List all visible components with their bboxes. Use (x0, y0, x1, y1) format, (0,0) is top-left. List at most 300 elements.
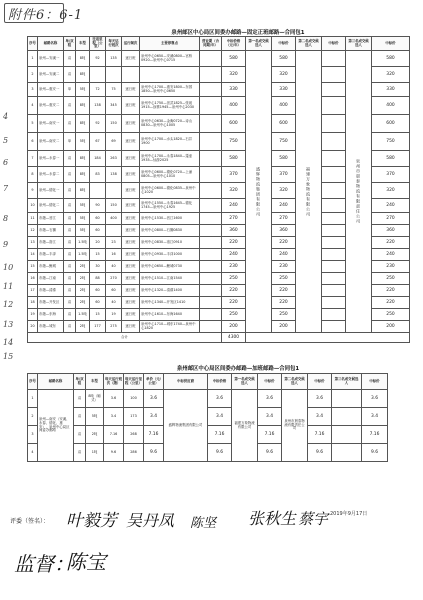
direction: 单 (64, 133, 76, 151)
second-bid (322, 97, 346, 115)
frequency: 逐日班 (122, 167, 140, 183)
direction: 双 (64, 321, 76, 333)
price: 400 (222, 97, 246, 115)
price: 250 (222, 273, 246, 285)
vehicle-type: 8吨 (76, 183, 90, 199)
second-bid (322, 151, 346, 167)
daily-trips: 345 (106, 97, 122, 115)
vehicle-type: 2吨 (76, 285, 90, 297)
supervisor-label: 监督： (14, 552, 74, 576)
margin-number: 10 (3, 263, 14, 272)
stops: 泉州中心0630—金淘0720—诗山0830—泉州中心1005 (140, 115, 200, 133)
annotation-tag: 附件6：6-1 (8, 8, 84, 23)
second-bid (322, 309, 346, 321)
winning-price: 7.16 (208, 426, 232, 444)
winning-price: 3.4 (208, 408, 232, 426)
mileage (90, 67, 106, 83)
table2-header-cell: 单价（元/公里） (144, 374, 164, 390)
total-label: 合计 (28, 333, 222, 343)
third-bid: 600 (372, 115, 410, 133)
row-number: 14 (28, 249, 38, 261)
frequency (122, 67, 140, 83)
vehicle-type: 2吨 (86, 426, 104, 444)
contract-term (200, 133, 222, 151)
vehicle-type: 8吨 (76, 151, 90, 167)
table1-header-cell: 中标价 (272, 37, 296, 51)
route-name: 市趟—东海 (38, 309, 64, 321)
first-candidate: 福建万象物流有限公司 (232, 390, 258, 462)
price: 220 (222, 297, 246, 309)
direction: 双 (64, 51, 76, 67)
third-bid: 320 (372, 67, 410, 83)
stops: 泉州中心1710—城东1740—泉州中心1820 (140, 321, 200, 333)
table1-header-cell: 中标价格（元/年） (222, 37, 246, 51)
direction: 双 (64, 225, 76, 237)
mileage: 88 (90, 273, 106, 285)
third-candidate (332, 390, 362, 408)
contract-term (200, 213, 222, 225)
total-value: 4300 (222, 333, 246, 343)
third-bid: 240 (372, 199, 410, 213)
second-bid (322, 261, 346, 273)
price: 270 (222, 213, 246, 225)
row-number: 5 (28, 115, 38, 133)
table2-header-cell: 中标价 (308, 374, 332, 390)
mileage: 60 (90, 213, 106, 225)
margin-number: 13 (3, 320, 14, 329)
daily-mileage: 268 (124, 426, 144, 444)
margin-number: 4 (3, 112, 9, 121)
daily-trips: 3.4 (104, 408, 124, 426)
third-bid: 580 (372, 151, 410, 167)
table2-header-cell: 每天运行里程（公里） (124, 374, 144, 390)
second-bid (322, 83, 346, 97)
stops: 泉州中心1700—永春1840—蓬壶1935—仙游2025 (140, 151, 200, 167)
table2-header-cell: 序号 (28, 374, 38, 390)
first-bid: 320 (272, 67, 296, 83)
row-number: 17 (28, 285, 38, 297)
daily-trips: 150 (106, 199, 122, 213)
route-name: 市趟—开发区 (38, 297, 64, 309)
margin-number: 9 (3, 240, 9, 249)
third-bid: 370 (372, 167, 410, 183)
third-bid: 9.6 (362, 444, 388, 462)
price: 320 (222, 67, 246, 83)
frequency: 逐日班 (122, 297, 140, 309)
table2-header-cell: 第三名成交候选人 (332, 374, 362, 390)
third-bid: 400 (372, 97, 410, 115)
row-number: 9 (28, 183, 38, 199)
contract-term (200, 309, 222, 321)
third-bid: 220 (372, 297, 410, 309)
contract-term (200, 285, 222, 297)
frequency: 逐日班 (122, 309, 140, 321)
stops: 泉州中心1700—惠安1800—东园1850—泉州中心0650 (140, 83, 200, 97)
frequency: 逐日班 (122, 83, 140, 97)
daily-trips: 138 (106, 167, 122, 183)
mileage: 15 (90, 309, 106, 321)
row-number: 1 (28, 51, 38, 67)
first-bid: 220 (272, 285, 296, 297)
frequency: 逐日班 (122, 237, 140, 249)
table1-header-cell: 第二名成交候选人 (296, 37, 322, 51)
reviewer-signature: 蔡宇 (298, 510, 329, 528)
reviewer-signature: 张秋生 (248, 509, 297, 528)
direction: 双 (64, 199, 76, 213)
price: 580 (222, 151, 246, 167)
row-number: 10 (28, 199, 38, 213)
third-bid: 240 (372, 249, 410, 261)
mileage: 60 (90, 285, 106, 297)
row-number: 2 (28, 67, 38, 83)
second-bid (322, 133, 346, 151)
daily-trips: 270 (106, 273, 122, 285)
daily-trips: 3.6 (104, 390, 124, 408)
unit-price: 3.6 (144, 390, 164, 408)
vehicle-type: 1.5吨 (76, 237, 90, 249)
route-name: 市趟—鲤城 (38, 261, 64, 273)
table2-title: 泉州邮区中心局区间委办邮路—加班邮路—合同包1 (176, 366, 300, 372)
vehicle-type: 5吨 (76, 199, 90, 213)
second-bid (322, 249, 346, 261)
row-number: 1 (28, 390, 38, 408)
mileage: 83 (90, 167, 106, 183)
margin-number: 12 (3, 300, 14, 309)
mileage: 67 (90, 133, 106, 151)
frequency: 逐日班 (122, 273, 140, 285)
price: 230 (222, 261, 246, 273)
frequency: 逐日班 (122, 115, 140, 133)
first-bid: 9.6 (258, 444, 282, 462)
third-candidate (332, 426, 362, 444)
table1-header-cell: 主要停靠点 (140, 37, 200, 51)
table1-header-cell: 每天运行班次 (106, 37, 122, 51)
table1-header-cell: 中标价 (372, 37, 410, 51)
stops: 泉州中心0650—安溪0800—官桥0920—泉州中心0715 (140, 51, 200, 67)
third-bid: 250 (372, 273, 410, 285)
daily-trips (106, 225, 122, 237)
row-number: 11 (28, 213, 38, 225)
daily-trips: 69 (106, 133, 122, 151)
margin-number: 11 (3, 282, 14, 291)
total-filler (246, 333, 410, 343)
table2-header-cell: 每天运行班次（趟） (104, 374, 124, 390)
sign-date: 2019年9月17日 (330, 511, 368, 517)
unit-price: 7.16 (144, 426, 164, 444)
second-bid (322, 199, 346, 213)
vehicle-type: 8吨 (76, 97, 90, 115)
daily-mileage: 173 (124, 408, 144, 426)
contract-term (200, 199, 222, 213)
frequency: 逐日班 (122, 183, 140, 199)
stops: 泉州中心1750—崇武1825—张坂1915—涂寨1945—泉州中心2030 (140, 97, 200, 115)
second-bid (322, 183, 346, 199)
table1-header-cell: 车型 (76, 37, 90, 51)
frequency: 逐日班 (122, 321, 140, 333)
frequency: 逐日班 (122, 285, 140, 297)
table2-header-cell: 第二名成交候选人 (282, 374, 308, 390)
mileage (90, 183, 106, 199)
route-name: 泉州—南安一 (38, 115, 64, 133)
first-bid: 330 (272, 83, 296, 97)
direction: 单 (64, 83, 76, 97)
table-row (28, 51, 410, 67)
second-bid (322, 237, 346, 249)
daily-trips: 275 (106, 321, 122, 333)
stops: 泉州中心0600—德化0835—泉州中心1020 (140, 183, 200, 199)
direction: 双 (64, 151, 76, 167)
reviewer-signature: 吴丹凤 (126, 511, 175, 530)
daily-trips: 263 (106, 151, 122, 167)
first-bid: 320 (272, 183, 296, 199)
third-bid: 250 (372, 309, 410, 321)
stops: 泉州中心0650—鲤城0730 (140, 261, 200, 273)
third-candidate (332, 408, 362, 426)
contract-term (200, 237, 222, 249)
direction: 双 (64, 285, 76, 297)
second-bid (322, 225, 346, 237)
table1-header-cell: 中标价 (322, 37, 346, 51)
price: 370 (222, 167, 246, 183)
second-candidate: 泉州市晨泰物流有限责任公司 (282, 390, 308, 462)
frequency: 逐日班 (122, 249, 140, 261)
direction: 双 (64, 213, 76, 225)
first-bid: 600 (272, 115, 296, 133)
frequency: 逐日班 (122, 225, 140, 237)
table-row (28, 444, 388, 462)
route-name: 泉州—安溪一 (38, 51, 64, 67)
row-number: 3 (28, 426, 38, 444)
direction: 双 (74, 444, 86, 462)
daily-trips: 135 (106, 51, 122, 67)
row-number: 4 (28, 97, 38, 115)
stops: 泉州中心1550—永春1645—德化1745—泉州中心1925 (140, 199, 200, 213)
stops: 泉州中心1530—晋江1600 (140, 213, 200, 225)
route-name: 泉州—惠安一 (38, 83, 64, 97)
table-row (28, 408, 388, 426)
daily-trips: 40 (106, 261, 122, 273)
vehicle-type: 8吨 (76, 167, 90, 183)
vehicle-type: 1.5吨 (76, 309, 90, 321)
contract-term (200, 321, 222, 333)
table1-header-cell: 第一名成交候选人 (246, 37, 272, 51)
stops: 泉州中心1610—东海1640 (140, 309, 200, 321)
direction: 双 (74, 390, 86, 408)
third-bid: 220 (372, 285, 410, 297)
third-candidate (332, 444, 362, 462)
contract-term (200, 51, 222, 67)
stops: 泉州中心0800—石狮0830 (140, 225, 200, 237)
mileage: 15 (90, 249, 106, 261)
stops: 泉州中心1510—江南1540 (140, 273, 200, 285)
frequency: 逐日班 (122, 199, 140, 213)
winning-price: 3.6 (208, 390, 232, 408)
total-row (28, 333, 410, 343)
third-bid: 330 (372, 83, 410, 97)
table1-header-cell: 营业期（合同期/年） (200, 37, 222, 51)
table1-header-cell: 邮路名称 (38, 37, 64, 51)
stops: 泉州中心1700—水头1820—石井1900 (140, 133, 200, 151)
margin-number: 7 (3, 184, 9, 193)
table2-header-cell: 单/双程 (74, 374, 86, 390)
third-bid: 580 (372, 51, 410, 67)
frequency: 逐日班 (122, 133, 140, 151)
daily-trips: 75 (106, 83, 122, 97)
row-number: 2 (28, 408, 38, 426)
route-name: 市趟—清濛 (38, 285, 64, 297)
stops: 泉州中心0600—德化0720—上涌0805—泉州中心1010 (140, 167, 200, 183)
second-bid: 3.4 (308, 408, 332, 426)
mileage: 90 (90, 199, 106, 213)
third-bid: 320 (372, 183, 410, 199)
frequency: 逐日班 (122, 97, 140, 115)
route-name: 泉州—惠安二 (38, 97, 64, 115)
direction: 双 (74, 426, 86, 444)
reviewers-label: 评委（签名）： (10, 518, 50, 525)
vehicle-type: 2吨 (76, 297, 90, 309)
table2-header-cell: 中标供应商 (164, 374, 208, 390)
vehicle-type: 2吨 (76, 261, 90, 273)
price: 320 (222, 183, 246, 199)
contract-term (200, 273, 222, 285)
vehicle-type: 2吨 (76, 273, 90, 285)
frequency: 逐日班 (122, 51, 140, 67)
table1-header-cell: 运行频次 (122, 37, 140, 51)
third-candidate: 泉州市晨泰物流有限责任公司 (346, 51, 372, 333)
third-bid: 750 (372, 133, 410, 151)
first-bid: 3.6 (258, 390, 282, 408)
route-name: 市趟—丰泽 (38, 249, 64, 261)
row-number: 8 (28, 167, 38, 183)
second-bid (322, 321, 346, 333)
table2-header-cell: 中标价 (362, 374, 388, 390)
direction: 双 (64, 167, 76, 183)
first-bid: 200 (272, 321, 296, 333)
third-bid: 270 (372, 213, 410, 225)
first-bid: 580 (272, 151, 296, 167)
first-bid: 3.4 (258, 408, 282, 426)
winning-price: 9.6 (208, 444, 232, 462)
contract-term (200, 249, 222, 261)
table1-header-cell: 第三名成交候选人 (346, 37, 372, 51)
daily-trips: 23 (106, 237, 122, 249)
stops: 泉州中心0930—丰泽1000 (140, 249, 200, 261)
frequency: 逐日班 (122, 151, 140, 167)
daily-trips: 9.6 (104, 444, 124, 462)
daily-trips: 60 (106, 285, 122, 297)
second-bid (322, 285, 346, 297)
vehicle-type: 5吨 (76, 83, 90, 97)
price: 220 (222, 285, 246, 297)
fixed-route-table (27, 36, 410, 343)
stops: 泉州中心0830—洛江0910 (140, 237, 200, 249)
price: 220 (222, 237, 246, 249)
price: 240 (222, 249, 246, 261)
second-bid (322, 51, 346, 67)
price: 580 (222, 51, 246, 67)
first-bid: 360 (272, 225, 296, 237)
daily-mileage: 286 (124, 444, 144, 462)
contract-term (200, 97, 222, 115)
table1-title: 泉州邮区中心局区间委办邮路—固定正班邮路—合同包1 (171, 30, 305, 36)
vehicle-type: 5吨 (76, 213, 90, 225)
route-name: 市趟—晋江 (38, 213, 64, 225)
vehicle-type: 8吨 (76, 51, 90, 67)
row-number: 15 (28, 261, 38, 273)
first-bid: 230 (272, 261, 296, 273)
table1-header-cell: 单/双程 (64, 37, 76, 51)
third-bid: 230 (372, 261, 410, 273)
table-row (28, 426, 388, 444)
first-bid: 220 (272, 237, 296, 249)
route-name: 泉州—永春一 (38, 151, 64, 167)
contract-term (200, 225, 222, 237)
row-number: 18 (28, 297, 38, 309)
reviewer-signature: 陈坚 (190, 516, 217, 531)
direction: 双 (64, 261, 76, 273)
table2-header-cell: 邮路名称 (38, 374, 74, 390)
daily-trips: 40 (106, 297, 122, 309)
route-name: 市趟—江南 (38, 273, 64, 285)
second-bid (322, 115, 346, 133)
margin-number: 8 (3, 214, 9, 223)
third-bid: 360 (372, 225, 410, 237)
third-bid: 220 (372, 237, 410, 249)
daily-trips: 16 (106, 249, 122, 261)
frequency: 逐日班 (122, 261, 140, 273)
margin-number: 15 (3, 352, 14, 361)
contract-term (200, 115, 222, 133)
mileage: 60 (90, 297, 106, 309)
third-bid: 3.6 (362, 390, 388, 408)
first-bid: 250 (272, 309, 296, 321)
contract-term (200, 83, 222, 97)
table2-header-cell: 第一名成交候选人 (232, 374, 258, 390)
route-name: 市趟—石狮 (38, 225, 64, 237)
second-bid: 7.16 (308, 426, 332, 444)
row-number: 7 (28, 151, 38, 167)
mileage: 177 (90, 321, 106, 333)
row-number: 3 (28, 83, 38, 97)
second-bid (322, 167, 346, 183)
first-bid: 270 (272, 213, 296, 225)
mileage: 60 (90, 225, 106, 237)
frequency: 逐日班 (122, 213, 140, 225)
price: 240 (222, 199, 246, 213)
first-bid: 220 (272, 297, 296, 309)
table2-header-cell: 中标价格 (208, 374, 232, 390)
price: 750 (222, 133, 246, 151)
direction: 双 (64, 309, 76, 321)
margin-number: 14 (3, 338, 14, 347)
first-bid: 7.16 (258, 426, 282, 444)
third-bid: 7.16 (362, 426, 388, 444)
price: 200 (222, 321, 246, 333)
price: 250 (222, 309, 246, 321)
direction: 双 (64, 237, 76, 249)
row-number: 6 (28, 133, 38, 151)
first-candidate: 盛辉物流集团有限公司 (246, 51, 272, 333)
row-number: 20 (28, 321, 38, 333)
first-bid: 400 (272, 97, 296, 115)
stops: 泉州中心1320—清濛1400 (140, 285, 200, 297)
direction: 双 (64, 249, 76, 261)
vehicle-type: 1.5吨 (76, 249, 90, 261)
winning-supplier: 盛辉物流集团有限公司 (164, 390, 208, 462)
contract-term (200, 297, 222, 309)
vehicle-type: 5吨 (86, 408, 104, 426)
vehicle-type: 5吨 (76, 225, 90, 237)
